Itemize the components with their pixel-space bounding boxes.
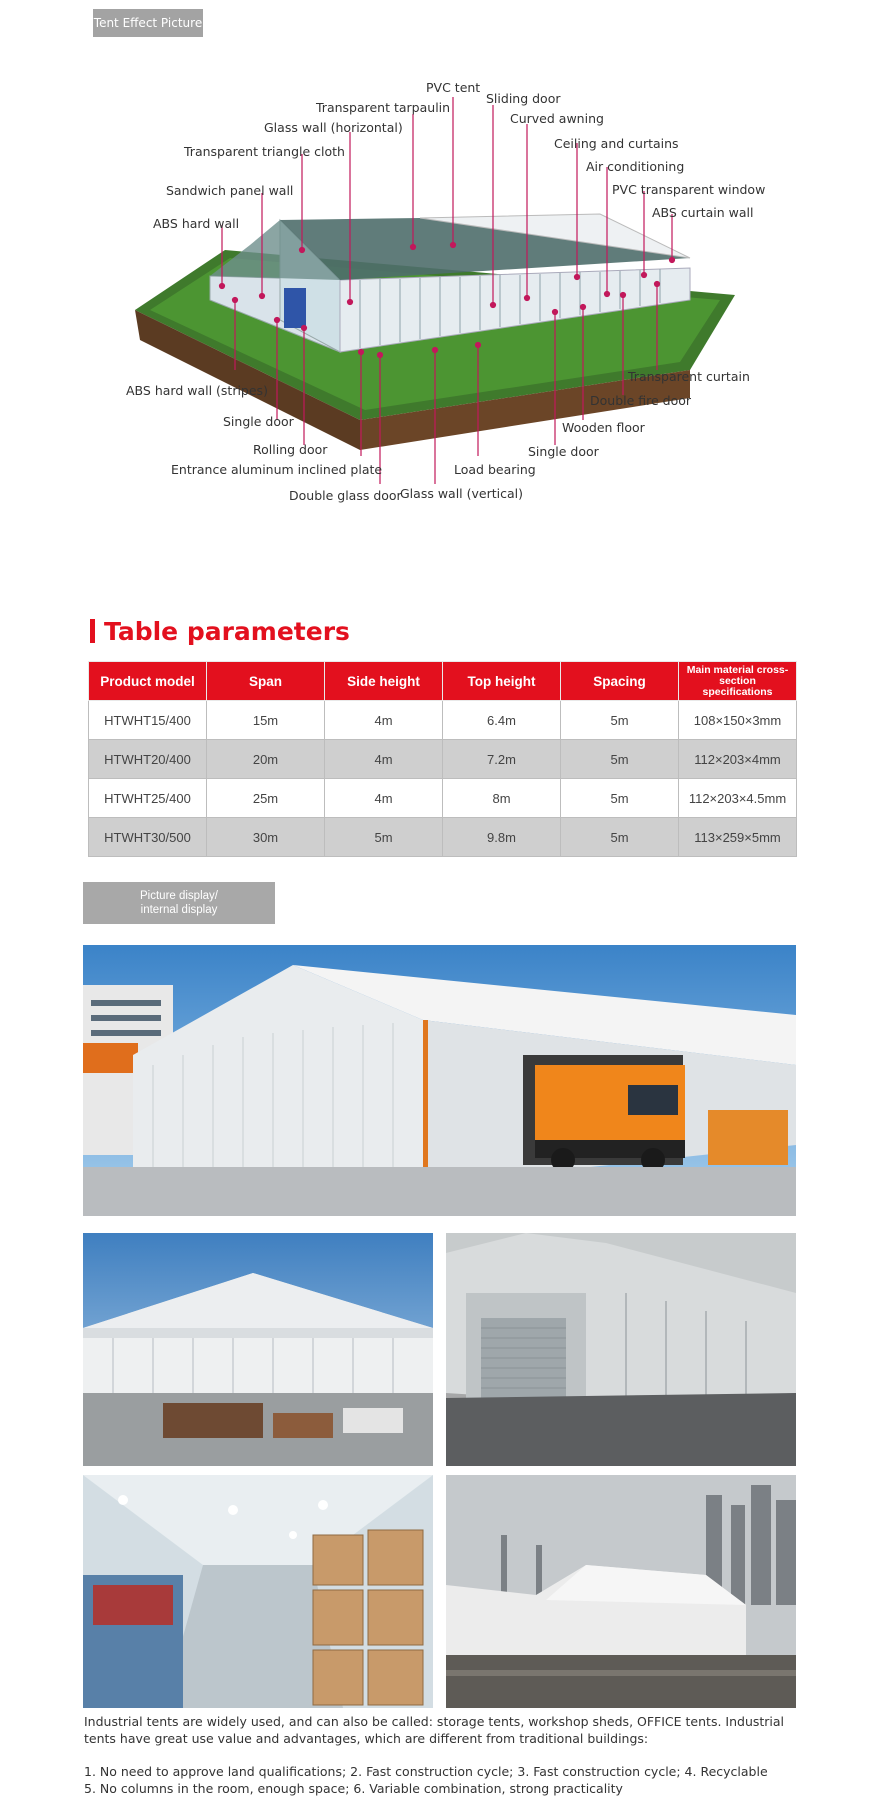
label-entrance-plate: Entrance aluminum inclined plate [171, 462, 383, 477]
photo-warehouse-truck [83, 945, 796, 1216]
label-curved-awning: Curved awning [510, 111, 604, 126]
label-sliding-door: Sliding door [486, 91, 561, 106]
label-sandwich-panel-wall: Sandwich panel wall [166, 183, 294, 198]
cell: 113×259×5mm [679, 818, 797, 857]
label-abs-curtain-wall: ABS curtain wall [652, 205, 754, 220]
description-intro: Industrial tents are widely used, and can also be called: storage tents, workshop sheds, OFFICE tents. Industrial tents have great use value and advantages, which are different from traditional buildings: [84, 1714, 785, 1746]
label-transparent-tarpaulin: Transparent tarpaulin [316, 100, 451, 115]
cell: 5m [561, 818, 679, 857]
cell: 5m [561, 701, 679, 740]
label-air-conditioning: Air conditioning [586, 159, 685, 174]
header-top-height: Top height [443, 662, 561, 701]
cell: 4m [325, 701, 443, 740]
label-transparent-curtain: Transparent curtain [628, 369, 750, 384]
heading-accent-bar [90, 619, 95, 643]
header-span: Span [207, 662, 325, 701]
photo-interior-storage [83, 1475, 433, 1708]
cell: HTWHT30/500 [89, 818, 207, 857]
cell: 6.4m [443, 701, 561, 740]
tent-effect-tag: Tent Effect Picture [93, 9, 203, 37]
table-row [89, 701, 797, 740]
description-points-2: 5. No columns in the room, enough space; 6. Variable combination, strong practicality [84, 1781, 623, 1796]
label-abs-hard-wall: ABS hard wall [153, 216, 240, 231]
table-header-row [89, 662, 797, 701]
cell: 112×203×4mm [679, 740, 797, 779]
header-main-material: Main material cross-section specifications [679, 662, 797, 701]
label-transparent-triangle-cloth: Transparent triangle cloth [184, 144, 345, 159]
label-single-door-right: Single door [528, 444, 599, 459]
header-product-model: Product model [89, 662, 207, 701]
label-double-fire-door: Double fire door [590, 393, 692, 408]
table-parameters-heading [90, 614, 350, 648]
cell: 15m [207, 701, 325, 740]
cell: 5m [561, 740, 679, 779]
label-rolling-door: Rolling door [253, 442, 328, 457]
label-wooden-floor: Wooden floor [562, 420, 645, 435]
cell: 112×203×4.5mm [679, 779, 797, 818]
cell: 8m [443, 779, 561, 818]
table-row [89, 779, 797, 818]
label-double-glass-door: Double glass door [289, 488, 402, 503]
cell: HTWHT15/400 [89, 701, 207, 740]
label-single-door-left: Single door [223, 414, 294, 429]
description-points-1: 1. No need to approve land qualifications; 2. Fast construction cycle; 3. Fast construction cycle; 4. Recyclable [84, 1764, 768, 1779]
cell: 9.8m [443, 818, 561, 857]
tent-diagram [0, 40, 880, 540]
tent-illustration [0, 40, 880, 540]
cell: 20m [207, 740, 325, 779]
photo-rolling-door [446, 1233, 796, 1466]
header-spacing: Spacing [561, 662, 679, 701]
cell: 5m [325, 818, 443, 857]
cell: 5m [561, 779, 679, 818]
label-ceiling-curtains: Ceiling and curtains [554, 136, 679, 151]
cell: 7.2m [443, 740, 561, 779]
label-glass-wall-horizontal: Glass wall (horizontal) [264, 120, 403, 135]
cell: 108×150×3mm [679, 701, 797, 740]
label-abs-hard-wall-stripes: ABS hard wall (stripes) [126, 383, 268, 398]
cell: 4m [325, 779, 443, 818]
label-load-bearing: Load bearing [454, 462, 536, 477]
cell: 4m [325, 740, 443, 779]
parameters-table [88, 661, 797, 857]
label-pvc-tent: PVC tent [426, 80, 481, 95]
label-glass-wall-vertical: Glass wall (vertical) [400, 486, 523, 501]
photo-industrial-tent [446, 1475, 796, 1708]
display-line-1: Picture display/ [140, 890, 218, 902]
cell: 30m [207, 818, 325, 857]
cell: HTWHT25/400 [89, 779, 207, 818]
cell: HTWHT20/400 [89, 740, 207, 779]
header-side-height: Side height [325, 662, 443, 701]
table-row [89, 818, 797, 857]
photo-tent-exterior [83, 1233, 433, 1466]
display-line-2: internal display [140, 904, 218, 916]
label-pvc-transparent-window: PVC transparent window [612, 182, 766, 197]
table-row [89, 740, 797, 779]
picture-display-tag [83, 882, 275, 924]
table-parameters-title: Table parameters [104, 616, 350, 646]
cell: 25m [207, 779, 325, 818]
